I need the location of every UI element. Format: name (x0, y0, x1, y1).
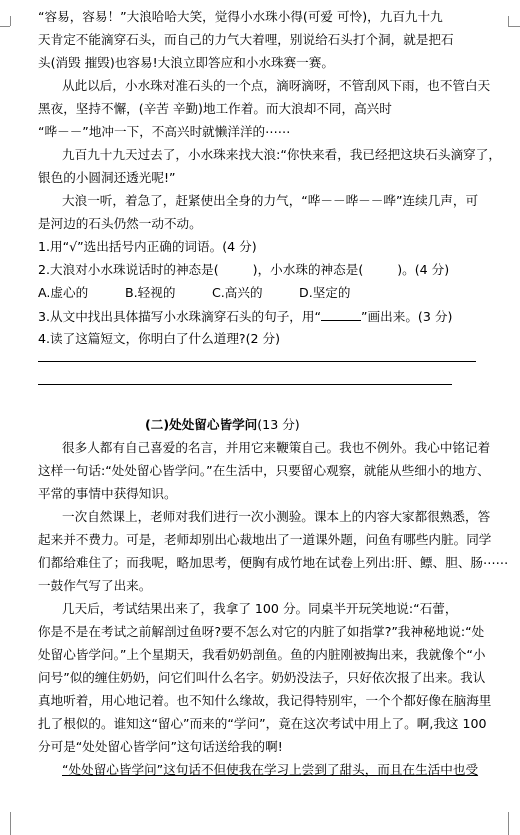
question-2-text-c: )。(4 分) (397, 262, 450, 277)
section-2-title (145, 417, 300, 433)
story-line-1: “容易，容易！”大浪哈哈大笑，觉得小水珠小得(可爱 可怜)，九百九十九 (38, 9, 443, 24)
question-2-text-b: )，小水珠的神态是( (252, 262, 364, 277)
essay-line-9: 你是不是在考试之前解剖过鱼呀?要不怎么对它的内脏了如指掌?”我神秘地说:“处 (38, 624, 485, 639)
answer-line-2[interactable] (38, 384, 452, 385)
question-2 (38, 262, 449, 278)
essay-line-4: 一次自然课上，老师对我们进行一次小测验。课本上的内容大家都很熟悉，答 (62, 509, 491, 524)
crop-mark-bottom-right (508, 812, 509, 835)
essay-line-12: 真地听着，用心地记着。也不知什么缘故，我记得特别牢，一个个都好像在脑海里 (38, 693, 492, 708)
essay-line-3: 平常的事情中获得知识。 (38, 486, 177, 501)
question-3 (38, 308, 452, 325)
story-line-4: 从此以后，小水珠对准石头的一个点，滴呀滴呀，不管刮风下雨，也不管白天 (62, 78, 491, 93)
crop-mark-bottom-left (10, 812, 11, 835)
question-3-text-a: 3.从文中找出具体描写小水珠滴穿石头的句子，用“ (38, 309, 322, 324)
essay-line-11: 问号”似的缠住奶奶，问它们叫什么名字。奶奶没法子，只好依次报了出来。我认 (38, 670, 486, 685)
story-line-10: 是河边的石头仍然一动不动。 (38, 216, 202, 231)
question-3-text-b: ”画出来。(3 分) (361, 309, 453, 324)
story-line-8: 银色的小圆洞还透光呢!” (38, 170, 176, 185)
crop-mark-top-right-v (508, 16, 509, 26)
essay-line-15: “处处留心皆学问”这句话不但使我在学习上尝到了甜头，而且在生活中也受 (62, 762, 479, 777)
crop-mark-top-left-h (0, 26, 10, 27)
answer-line-1[interactable] (38, 361, 476, 362)
essay-line-8: 几天后，考试结果出来了，我拿了 100 分。同桌半开玩笑地说:“石蕾， (62, 601, 458, 616)
essay-line-14: 分可是“处处留心皆学问”这句话送给我的啊! (38, 739, 283, 754)
story-line-2: 天肯定不能滴穿石头，而自己的力气大着哩，别说给石头打个洞，就是把石 (38, 32, 454, 47)
story-line-7: 九百九十九天过去了，小水珠来找大浪:“你快来看，我已经把这块石头滴穿了， (62, 147, 501, 162)
option-a[interactable]: A.虚心的 (38, 285, 89, 300)
crop-mark-top-right-h (508, 26, 520, 27)
essay-line-6: 们都给难住了；而我呢，略加思考，便胸有成竹地在试卷上列出:肝、鳔、胆、肠⋯⋯ (38, 555, 509, 570)
essay-line-7: 一鼓作气写了出来。 (38, 578, 152, 593)
question-4: 4.读了这篇短文，你明白了什么道理?(2 分) (38, 331, 281, 346)
section-2-title-text: (二)处处留心皆学问 (145, 417, 258, 432)
question-3-underline-sample (321, 308, 361, 321)
essay-line-5: 起来并不费力。可是，老师却别出心裁地出了一道课外题，问鱼有哪些内脏。同学 (38, 532, 492, 547)
option-d[interactable]: D.坚定的 (299, 285, 351, 300)
section-2-score: (13 分) (257, 417, 300, 432)
question-1: 1.用“√”选出括号内正确的词语。(4 分) (38, 239, 257, 254)
essay-line-1: 很多人都有自己喜爱的名言，并用它来鞭策自己。我也不例外。我心中铭记着 (62, 440, 491, 455)
essay-line-13: 扎了根似的。谁知这“留心”而来的“学问”，竟在这次考试中用上了。啊,我这 100 (38, 716, 487, 731)
story-line-6: “哗－－”地冲一下，不高兴时就懒洋洋的⋯⋯ (38, 124, 291, 139)
crop-mark-top-left-v (10, 16, 11, 26)
story-line-5: 黑夜，坚持不懈，(辛苦 辛勤)地工作着。而大浪却不同，高兴时 (38, 101, 392, 116)
essay-line-2: 这样一句话:“处处留心皆学问。”在生活中，只要留心观察，就能从些细小的地方、 (38, 463, 490, 478)
question-2-options (38, 285, 350, 301)
option-b[interactable]: B.轻视的 (125, 285, 176, 300)
essay-line-10: 处留心皆学问。”上个星期天，我看奶奶剖鱼。鱼的内脏刚被掏出来，我就像个“小 (38, 647, 486, 662)
story-line-9: 大浪一听，着急了，赶紧使出全身的力气，“哗－－哗－－哗”连续几声，可 (62, 193, 479, 208)
story-line-3: 头(消毁 摧毁)也容易!大浪立即答应和小水珠赛一赛。 (38, 55, 334, 70)
option-c[interactable]: C.高兴的 (212, 285, 263, 300)
question-2-text-a: 2.大浪对小水珠说话时的神态是( (38, 262, 219, 277)
